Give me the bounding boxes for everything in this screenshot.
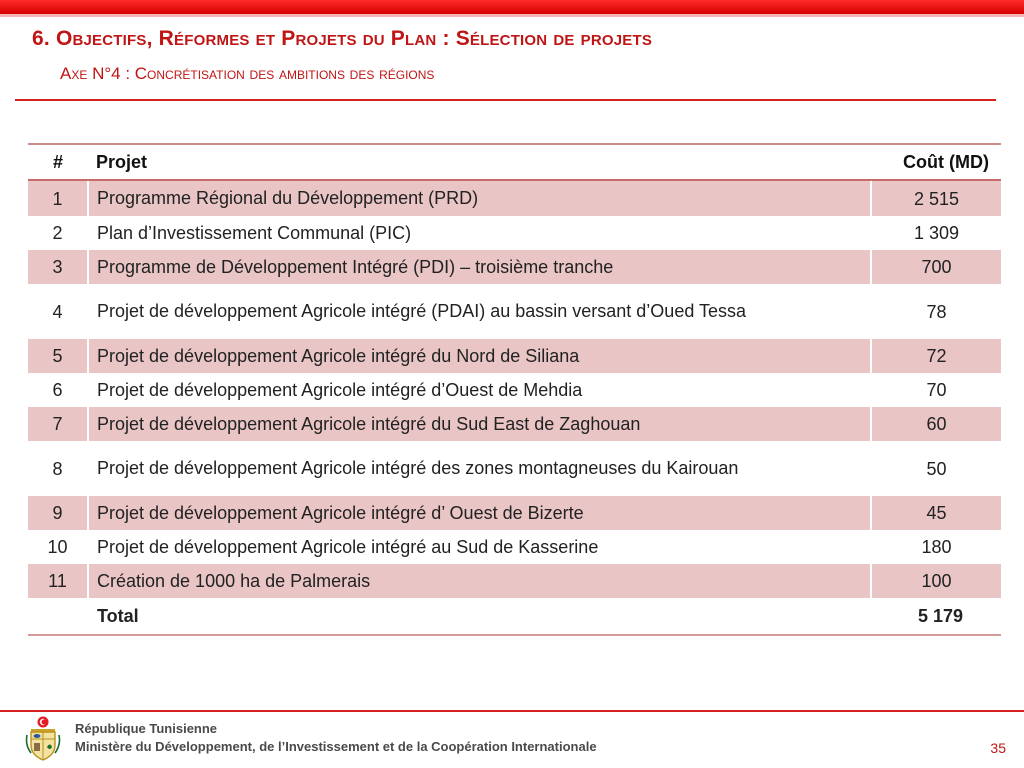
table-row (28, 250, 1001, 284)
row-cost: 1 309 (871, 216, 1001, 250)
row-number: 8 (28, 441, 88, 496)
row-cost: 100 (871, 564, 1001, 598)
row-cost: 700 (871, 250, 1001, 284)
row-cost: 180 (871, 530, 1001, 564)
table-row (28, 373, 1001, 407)
page-number: 35 (990, 740, 1006, 756)
table-row (28, 496, 1001, 530)
table-row (28, 216, 1001, 250)
page-title: 6. Objectifs, Réformes et Projets du Plan : Sélection de projets (32, 27, 653, 50)
total-label: Total (97, 605, 139, 626)
row-project: Projet de développement Agricole intégré (PDAI) au bassin versant d’Oued Tessa (97, 301, 747, 321)
row-number: 2 (28, 216, 88, 250)
top-accent-stripe (0, 14, 1024, 17)
title-divider (15, 99, 996, 101)
row-project: Projet de développement Agricole intégré d’ Ouest de Bizerte (88, 496, 871, 530)
table-row (28, 284, 1001, 339)
footer-divider (0, 710, 1024, 712)
footer-country: République Tunisienne (75, 721, 218, 736)
row-number: 6 (28, 373, 88, 407)
projects-table (28, 145, 1001, 634)
total-value: 5 179 (871, 598, 1001, 634)
row-project: Projet de développement Agricole intégré d’Ouest de Mehdia (97, 379, 583, 400)
row-number: 10 (28, 530, 88, 564)
row-project: Programme de Développement Intégré (PDI) – troisième tranche (88, 250, 871, 284)
table-row (28, 339, 1001, 373)
row-number: 7 (28, 407, 88, 441)
footer-ministry: Ministère du Développement, de l’Investissement et de la Coopération Internationale (75, 739, 597, 754)
top-accent-bar (0, 0, 1024, 14)
row-cost: 50 (871, 441, 1001, 496)
row-project: Projet de développement Agricole intégré des zones montagneuses du Kairouan (97, 458, 739, 478)
row-cost: 72 (871, 339, 1001, 373)
column-header-cost: Coût (MD) (871, 145, 1001, 180)
projects-table-container (28, 143, 1001, 636)
row-project: Projet de développement Agricole intégré du Sud East de Zaghouan (88, 407, 871, 441)
table-total-row (28, 598, 1001, 634)
table-row (28, 564, 1001, 598)
row-project: Projet de développement Agricole intégré du Nord de Siliana (88, 339, 871, 373)
row-cost: 45 (871, 496, 1001, 530)
row-cost: 70 (871, 373, 1001, 407)
row-cost: 60 (871, 407, 1001, 441)
row-number: 4 (28, 284, 88, 339)
row-number: 5 (28, 339, 88, 373)
row-number: 1 (28, 180, 88, 216)
row-cost: 2 515 (871, 180, 1001, 216)
row-cost: 78 (871, 284, 1001, 339)
table-row (28, 180, 1001, 216)
row-number: 9 (28, 496, 88, 530)
row-project: Programme Régional du Développement (PRD) (88, 180, 871, 216)
column-header-project: Projet (88, 145, 871, 180)
table-row (28, 441, 1001, 496)
row-project: Projet de développement Agricole intégré au Sud de Kasserine (97, 536, 599, 557)
page-subtitle: Axe N°4 : Concrétisation des ambitions des régions (60, 64, 435, 83)
table-row (28, 407, 1001, 441)
total-row-number (28, 598, 88, 634)
row-project: Création de 1000 ha de Palmerais (88, 564, 871, 598)
row-number: 11 (28, 564, 88, 598)
table-header-row (28, 145, 1001, 180)
row-number: 3 (28, 250, 88, 284)
table-bottom-border (28, 634, 1001, 636)
tunisia-coat-of-arms-icon (24, 715, 62, 763)
row-project: Plan d’Investissement Communal (PIC) (97, 222, 412, 243)
column-header-number: # (28, 145, 88, 180)
table-row (28, 530, 1001, 564)
